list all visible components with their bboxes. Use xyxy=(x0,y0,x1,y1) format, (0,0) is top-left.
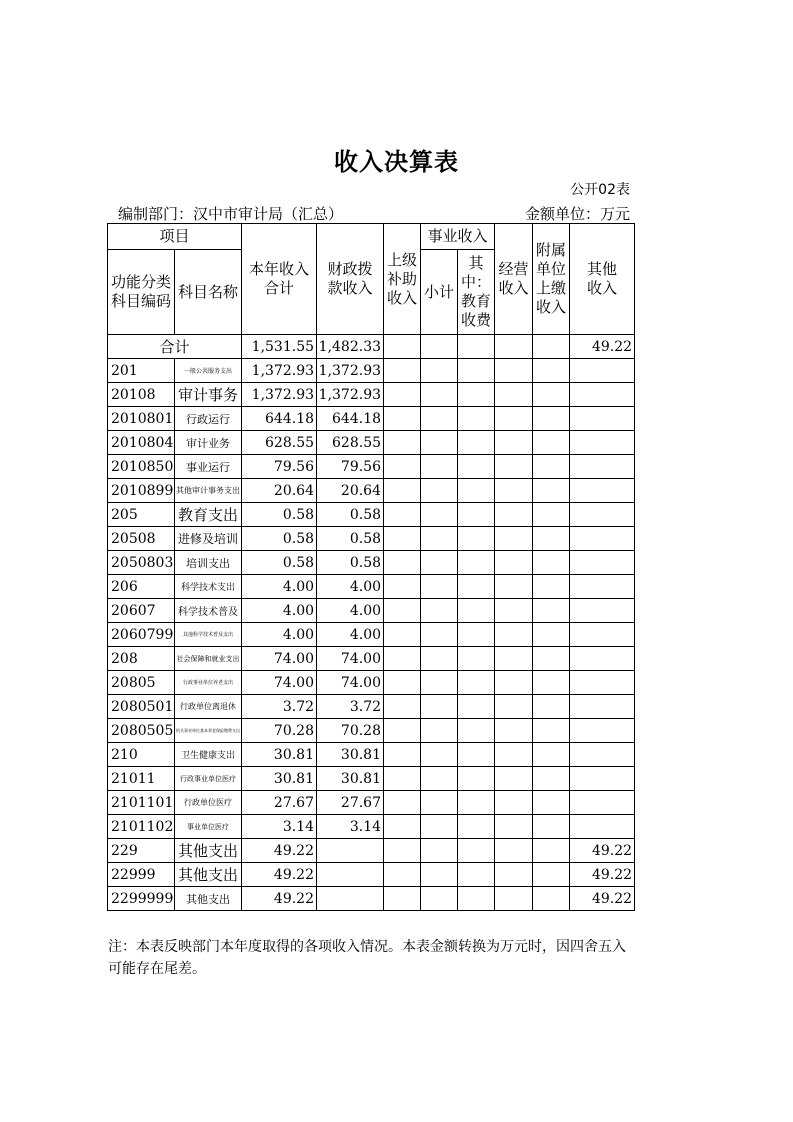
row-affiliated xyxy=(533,791,570,815)
total-fiscal: 1,482.33 xyxy=(317,335,384,359)
row-code: 20607 xyxy=(108,599,175,623)
row-affiliated xyxy=(533,383,570,407)
row-operating xyxy=(495,887,533,911)
table-row xyxy=(108,455,635,479)
row-name: 科学技术支出 xyxy=(175,575,242,599)
row-affiliated xyxy=(533,647,570,671)
header-fiscal: 财政拨款收入 xyxy=(317,224,384,335)
row-code: 2101101 xyxy=(108,791,175,815)
row-fiscal: 0.58 xyxy=(317,551,384,575)
row-edu-fee xyxy=(458,695,495,719)
row-superior xyxy=(384,647,421,671)
row-name: 培训支出 xyxy=(175,551,242,575)
row-other-income xyxy=(570,623,635,647)
row-business-subtotal xyxy=(421,623,458,647)
row-affiliated xyxy=(533,815,570,839)
row-business-subtotal xyxy=(421,599,458,623)
row-annual-income: 70.28 xyxy=(242,719,317,743)
row-operating xyxy=(495,671,533,695)
row-fiscal: 0.58 xyxy=(317,527,384,551)
row-business-subtotal xyxy=(421,527,458,551)
row-annual-income: 4.00 xyxy=(242,623,317,647)
row-superior xyxy=(384,695,421,719)
row-name: 卫生健康支出 xyxy=(175,743,242,767)
row-edu-fee xyxy=(458,503,495,527)
row-other-income xyxy=(570,359,635,383)
row-annual-income: 4.00 xyxy=(242,575,317,599)
header-superior: 上级补助收入 xyxy=(384,224,421,335)
row-other-income xyxy=(570,695,635,719)
row-annual-income: 74.00 xyxy=(242,647,317,671)
row-fiscal xyxy=(317,839,384,863)
row-fiscal: 79.56 xyxy=(317,455,384,479)
table-number: 公开02表 xyxy=(570,182,630,198)
row-code: 2060799 xyxy=(108,623,175,647)
row-other-income: 49.22 xyxy=(570,887,635,911)
row-edu-fee xyxy=(458,839,495,863)
row-edu-fee xyxy=(458,743,495,767)
unit-label: 金额单位：万元 xyxy=(524,205,630,223)
row-affiliated xyxy=(533,623,570,647)
row-superior xyxy=(384,431,421,455)
row-superior xyxy=(384,407,421,431)
row-edu-fee xyxy=(458,527,495,551)
row-other-income xyxy=(570,383,635,407)
row-affiliated xyxy=(533,575,570,599)
row-name: 进修及培训 xyxy=(175,527,242,551)
row-other-income xyxy=(570,479,635,503)
income-table xyxy=(107,223,635,911)
row-other-income xyxy=(570,767,635,791)
row-business-subtotal xyxy=(421,815,458,839)
row-edu-fee xyxy=(458,479,495,503)
row-affiliated xyxy=(533,719,570,743)
table-row xyxy=(108,527,635,551)
row-fiscal: 628.55 xyxy=(317,431,384,455)
row-annual-income: 30.81 xyxy=(242,743,317,767)
header-business: 事业收入 xyxy=(421,224,495,250)
row-edu-fee xyxy=(458,647,495,671)
row-code: 210 xyxy=(108,743,175,767)
page-title: 收入决算表 xyxy=(334,148,459,176)
table-row xyxy=(108,551,635,575)
header-subject-name: 科目名称 xyxy=(175,250,242,335)
row-other-income xyxy=(570,455,635,479)
table-row xyxy=(108,623,635,647)
row-business-subtotal xyxy=(421,839,458,863)
row-affiliated xyxy=(533,695,570,719)
row-edu-fee xyxy=(458,455,495,479)
row-superior xyxy=(384,575,421,599)
row-superior xyxy=(384,479,421,503)
row-business-subtotal xyxy=(421,431,458,455)
row-fiscal xyxy=(317,863,384,887)
row-edu-fee xyxy=(458,719,495,743)
row-name: 其他支出 xyxy=(175,839,242,863)
row-edu-fee xyxy=(458,359,495,383)
row-code: 208 xyxy=(108,647,175,671)
row-affiliated xyxy=(533,599,570,623)
row-other-income xyxy=(570,815,635,839)
row-affiliated xyxy=(533,527,570,551)
row-affiliated xyxy=(533,479,570,503)
row-business-subtotal xyxy=(421,743,458,767)
row-operating xyxy=(495,767,533,791)
table-row xyxy=(108,695,635,719)
row-name: 事业单位医疗 xyxy=(175,815,242,839)
row-other-income xyxy=(570,551,635,575)
row-edu-fee xyxy=(458,575,495,599)
row-superior xyxy=(384,455,421,479)
row-annual-income: 644.18 xyxy=(242,407,317,431)
table-row xyxy=(108,671,635,695)
row-affiliated xyxy=(533,455,570,479)
row-other-income xyxy=(570,527,635,551)
header-annual-income: 本年收入合计 xyxy=(242,224,317,335)
row-operating xyxy=(495,695,533,719)
row-code: 2010850 xyxy=(108,455,175,479)
row-code: 20108 xyxy=(108,383,175,407)
row-business-subtotal xyxy=(421,503,458,527)
row-superior xyxy=(384,527,421,551)
row-operating xyxy=(495,527,533,551)
row-business-subtotal xyxy=(421,407,458,431)
row-operating xyxy=(495,743,533,767)
row-superior xyxy=(384,839,421,863)
table-row xyxy=(108,719,635,743)
row-fiscal: 20.64 xyxy=(317,479,384,503)
row-business-subtotal xyxy=(421,647,458,671)
table-row xyxy=(108,767,635,791)
table-row xyxy=(108,407,635,431)
row-business-subtotal xyxy=(421,575,458,599)
row-business-subtotal xyxy=(421,551,458,575)
row-fiscal: 4.00 xyxy=(317,599,384,623)
row-annual-income: 0.58 xyxy=(242,527,317,551)
header-subtotal: 小计 xyxy=(421,250,458,335)
row-annual-income: 49.22 xyxy=(242,887,317,911)
table-row xyxy=(108,647,635,671)
row-code: 2010801 xyxy=(108,407,175,431)
row-code: 205 xyxy=(108,503,175,527)
row-superior xyxy=(384,671,421,695)
row-other-income xyxy=(570,719,635,743)
row-other-income xyxy=(570,671,635,695)
row-name: 行政单位离退休 xyxy=(175,695,242,719)
row-superior xyxy=(384,623,421,647)
row-superior xyxy=(384,767,421,791)
row-superior xyxy=(384,815,421,839)
row-other-income xyxy=(570,503,635,527)
row-superior xyxy=(384,719,421,743)
row-name: 科学技术普及 xyxy=(175,599,242,623)
row-code: 229 xyxy=(108,839,175,863)
row-annual-income: 74.00 xyxy=(242,671,317,695)
row-edu-fee xyxy=(458,431,495,455)
total-label: 合计 xyxy=(108,335,242,359)
row-edu-fee xyxy=(458,815,495,839)
row-edu-fee xyxy=(458,863,495,887)
row-annual-income: 3.72 xyxy=(242,695,317,719)
row-other-income xyxy=(570,407,635,431)
row-affiliated xyxy=(533,359,570,383)
row-code: 21011 xyxy=(108,767,175,791)
row-operating xyxy=(495,431,533,455)
total-row xyxy=(108,335,635,359)
row-fiscal: 4.00 xyxy=(317,575,384,599)
table-row xyxy=(108,599,635,623)
row-annual-income: 20.64 xyxy=(242,479,317,503)
row-fiscal: 3.72 xyxy=(317,695,384,719)
row-operating xyxy=(495,407,533,431)
header-item: 项目 xyxy=(108,224,242,250)
table-row xyxy=(108,479,635,503)
row-fiscal: 644.18 xyxy=(317,407,384,431)
row-code: 20508 xyxy=(108,527,175,551)
table-row xyxy=(108,815,635,839)
row-business-subtotal xyxy=(421,479,458,503)
row-name: 其他审计事务支出 xyxy=(175,479,242,503)
row-name: 行政单位医疗 xyxy=(175,791,242,815)
row-fiscal: 4.00 xyxy=(317,623,384,647)
row-superior xyxy=(384,551,421,575)
row-name: 审计事务 xyxy=(175,383,242,407)
table-row xyxy=(108,575,635,599)
row-fiscal: 1,372.93 xyxy=(317,359,384,383)
table-row xyxy=(108,887,635,911)
row-operating xyxy=(495,575,533,599)
row-annual-income: 79.56 xyxy=(242,455,317,479)
row-annual-income: 1,372.93 xyxy=(242,359,317,383)
row-fiscal: 74.00 xyxy=(317,671,384,695)
row-annual-income: 30.81 xyxy=(242,767,317,791)
row-code: 2101102 xyxy=(108,815,175,839)
row-name: 其他支出 xyxy=(175,887,242,911)
row-name: 其他科学技术普及支出 xyxy=(175,623,242,647)
row-operating xyxy=(495,551,533,575)
table-row xyxy=(108,743,635,767)
row-code: 2010804 xyxy=(108,431,175,455)
row-business-subtotal xyxy=(421,791,458,815)
total-annual: 1,531.55 xyxy=(242,335,317,359)
row-edu-fee xyxy=(458,623,495,647)
row-edu-fee xyxy=(458,791,495,815)
row-code: 2010899 xyxy=(108,479,175,503)
row-name: 审计业务 xyxy=(175,431,242,455)
row-fiscal: 27.67 xyxy=(317,791,384,815)
row-operating xyxy=(495,383,533,407)
row-edu-fee xyxy=(458,671,495,695)
row-operating xyxy=(495,623,533,647)
row-operating xyxy=(495,647,533,671)
row-edu-fee xyxy=(458,551,495,575)
row-operating xyxy=(495,359,533,383)
row-affiliated xyxy=(533,839,570,863)
table-row xyxy=(108,863,635,887)
row-operating xyxy=(495,599,533,623)
row-other-income: 49.22 xyxy=(570,863,635,887)
row-business-subtotal xyxy=(421,719,458,743)
row-superior xyxy=(384,863,421,887)
row-fiscal: 30.81 xyxy=(317,743,384,767)
row-annual-income: 0.58 xyxy=(242,503,317,527)
header-other: 其他收入 xyxy=(570,224,635,335)
row-name: 行政事业单位养老支出 xyxy=(175,671,242,695)
row-affiliated xyxy=(533,887,570,911)
row-code: 2299999 xyxy=(108,887,175,911)
total-other: 49.22 xyxy=(570,335,635,359)
row-annual-income: 3.14 xyxy=(242,815,317,839)
row-operating xyxy=(495,455,533,479)
row-other-income: 49.22 xyxy=(570,839,635,863)
header-func-code: 功能分类科目编码 xyxy=(108,250,175,335)
row-business-subtotal xyxy=(421,455,458,479)
row-annual-income: 628.55 xyxy=(242,431,317,455)
row-fiscal: 0.58 xyxy=(317,503,384,527)
row-business-subtotal xyxy=(421,671,458,695)
row-affiliated xyxy=(533,431,570,455)
row-operating xyxy=(495,503,533,527)
row-fiscal: 30.81 xyxy=(317,767,384,791)
row-edu-fee xyxy=(458,383,495,407)
row-other-income xyxy=(570,791,635,815)
row-affiliated xyxy=(533,551,570,575)
table-row xyxy=(108,383,635,407)
row-operating xyxy=(495,791,533,815)
row-superior xyxy=(384,791,421,815)
row-edu-fee xyxy=(458,599,495,623)
row-annual-income: 4.00 xyxy=(242,599,317,623)
row-operating xyxy=(495,719,533,743)
row-affiliated xyxy=(533,767,570,791)
header-edu-fee: 其中：教育收费 xyxy=(458,250,495,335)
table-row xyxy=(108,359,635,383)
row-other-income xyxy=(570,743,635,767)
row-affiliated xyxy=(533,407,570,431)
row-operating xyxy=(495,839,533,863)
row-annual-income: 0.58 xyxy=(242,551,317,575)
table-row xyxy=(108,431,635,455)
row-annual-income: 27.67 xyxy=(242,791,317,815)
row-other-income xyxy=(570,431,635,455)
row-business-subtotal xyxy=(421,695,458,719)
row-edu-fee xyxy=(458,887,495,911)
row-fiscal: 70.28 xyxy=(317,719,384,743)
row-business-subtotal xyxy=(421,359,458,383)
row-superior xyxy=(384,887,421,911)
row-superior xyxy=(384,383,421,407)
row-edu-fee xyxy=(458,407,495,431)
footnote: 注：本表反映部门本年度取得的各项收入情况。本表金额转换为万元时，因四舍五入可能存在尾差。 xyxy=(108,939,626,977)
row-name: 行政运行 xyxy=(175,407,242,431)
row-name: 教育支出 xyxy=(175,503,242,527)
row-business-subtotal xyxy=(421,767,458,791)
row-operating xyxy=(495,863,533,887)
row-name: 社会保障和就业支出 xyxy=(175,647,242,671)
table-row xyxy=(108,791,635,815)
row-code: 20805 xyxy=(108,671,175,695)
row-name: 一般公共服务支出 xyxy=(175,359,242,383)
row-fiscal xyxy=(317,887,384,911)
header-affiliated: 附属单位上缴收入 xyxy=(533,224,570,335)
row-affiliated xyxy=(533,743,570,767)
table-row xyxy=(108,839,635,863)
row-superior xyxy=(384,743,421,767)
row-other-income xyxy=(570,575,635,599)
row-annual-income: 1,372.93 xyxy=(242,383,317,407)
row-code: 201 xyxy=(108,359,175,383)
row-annual-income: 49.22 xyxy=(242,863,317,887)
table-body xyxy=(108,359,635,911)
row-fiscal: 74.00 xyxy=(317,647,384,671)
department-label: 编制部门：汉中市审计局（汇总） xyxy=(118,205,344,223)
row-code: 206 xyxy=(108,575,175,599)
row-other-income xyxy=(570,599,635,623)
row-code: 2080505 xyxy=(108,719,175,743)
row-superior xyxy=(384,359,421,383)
row-name: 其他支出 xyxy=(175,863,242,887)
row-affiliated xyxy=(533,671,570,695)
row-fiscal: 1,372.93 xyxy=(317,383,384,407)
row-superior xyxy=(384,599,421,623)
row-annual-income: 49.22 xyxy=(242,839,317,863)
row-operating xyxy=(495,479,533,503)
header-operating: 经营收入 xyxy=(495,224,533,335)
row-affiliated xyxy=(533,503,570,527)
row-business-subtotal xyxy=(421,887,458,911)
table-row xyxy=(108,503,635,527)
row-other-income xyxy=(570,647,635,671)
row-business-subtotal xyxy=(421,863,458,887)
row-affiliated xyxy=(533,863,570,887)
row-business-subtotal xyxy=(421,383,458,407)
row-name: 行政事业单位医疗 xyxy=(175,767,242,791)
row-name: 事业运行 xyxy=(175,455,242,479)
row-code: 2050803 xyxy=(108,551,175,575)
row-code: 2080501 xyxy=(108,695,175,719)
row-name: 机关事业单位基本养老保险缴费支出 xyxy=(175,719,242,743)
row-operating xyxy=(495,815,533,839)
row-edu-fee xyxy=(458,767,495,791)
row-code: 22999 xyxy=(108,863,175,887)
row-fiscal: 3.14 xyxy=(317,815,384,839)
row-superior xyxy=(384,503,421,527)
